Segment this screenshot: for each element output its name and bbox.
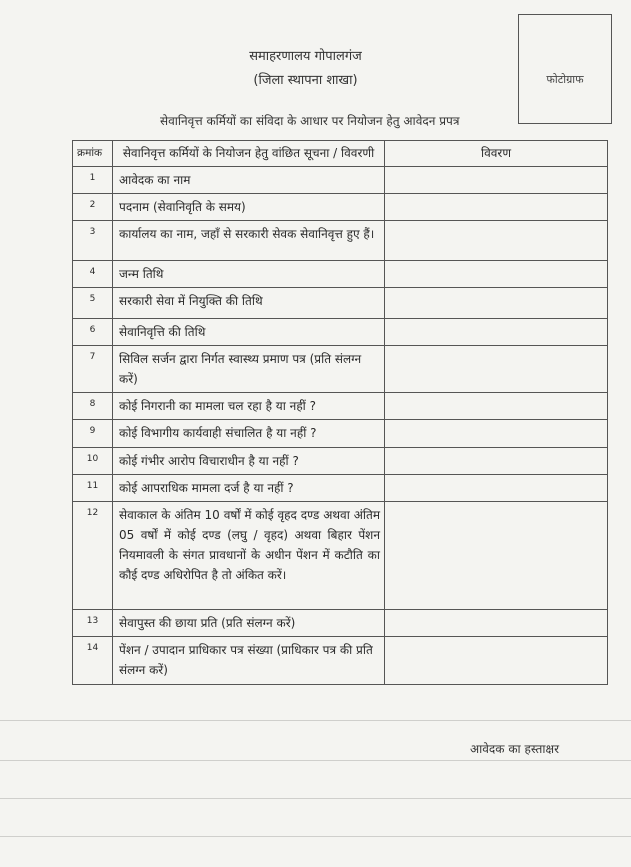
row-value-cell[interactable] (385, 610, 608, 637)
office-name: समाहरणालय गोपालगंज (249, 49, 362, 64)
row-label: पदनाम (सेवानिवृति के समय) (113, 194, 385, 221)
table-row (73, 288, 608, 319)
row-number: 9 (73, 420, 113, 448)
row-label: कोई विभागीय कार्यवाही संचालित है या नहीं ? (113, 420, 385, 448)
row-label: कार्यालय का नाम, जहाँ से सरकारी सेवक सेवानिवृत्त हुए हैं। (113, 221, 385, 261)
row-value-cell[interactable] (385, 221, 608, 261)
row-number: 14 (73, 637, 113, 685)
row-number: 11 (73, 475, 113, 502)
row-label: कोई आपराधिक मामला दर्ज है या नहीं ? (113, 475, 385, 502)
row-value-cell[interactable] (385, 288, 608, 319)
table-row (73, 194, 608, 221)
table-row (73, 448, 608, 475)
row-label: सेवानिवृत्ति की तिथि (113, 319, 385, 346)
row-number: 5 (73, 288, 113, 319)
row-number: 12 (73, 502, 113, 610)
header-serial: क्रमांक (73, 141, 113, 167)
photo-box (518, 14, 612, 124)
table-row (73, 167, 608, 194)
row-label: जन्म तिथि (113, 261, 385, 288)
row-value-cell[interactable] (385, 393, 608, 420)
row-number: 7 (73, 346, 113, 393)
row-label: आवेदक का नाम (113, 167, 385, 194)
header-information: सेवानिवृत्त कर्मियों के नियोजन हेतु वांछित सूचना / विवरणी (113, 141, 385, 167)
photo-label: फोटोग्राफ (546, 73, 584, 86)
table-row (73, 319, 608, 346)
form-title: सेवानिवृत्त कर्मियों का संविदा के आधार पर नियोजन हेतु आवेदन प्रपत्र (160, 114, 460, 128)
row-label: कोई निगरानी का मामला चल रहा है या नहीं ? (113, 393, 385, 420)
divider (0, 720, 631, 721)
table-row (73, 221, 608, 261)
table-row (73, 610, 608, 637)
row-value-cell[interactable] (385, 637, 608, 685)
row-value-cell[interactable] (385, 502, 608, 610)
row-number: 8 (73, 393, 113, 420)
table-row (73, 502, 608, 610)
row-number: 4 (73, 261, 113, 288)
applicant-signature-label: आवेदक का हस्ताक्षर (470, 742, 559, 756)
header-details: विवरण (385, 141, 608, 167)
row-number: 3 (73, 221, 113, 261)
row-number: 1 (73, 167, 113, 194)
row-label: कोई गंभीर आरोप विचाराधीन है या नहीं ? (113, 448, 385, 475)
table-row (73, 475, 608, 502)
row-label: सेवाकाल के अंतिम 10 वर्षों में कोई वृहद दण्ड अथवा अंतिम 05 वर्षों में कोई दण्ड (लघु / वृहद) अथवा बिहार पेंशन नियमावली के संगत प्रावधानों के अधीन पेंशन में कटौति का कौई दण्ड अधिरोपित है तो अंकित करें। (113, 502, 385, 610)
row-number: 6 (73, 319, 113, 346)
application-table (72, 140, 608, 685)
row-label: सरकारी सेवा में नियुक्ति की तिथि (113, 288, 385, 319)
table-row (73, 393, 608, 420)
table-row (73, 346, 608, 393)
row-label: सेवापुस्त की छाया प्रति (प्रति संलग्न करें) (113, 610, 385, 637)
row-number: 2 (73, 194, 113, 221)
row-number: 13 (73, 610, 113, 637)
row-value-cell[interactable] (385, 346, 608, 393)
table-header-row (73, 141, 608, 167)
row-value-cell[interactable] (385, 475, 608, 502)
row-value-cell[interactable] (385, 420, 608, 448)
divider (0, 760, 631, 761)
table-row (73, 420, 608, 448)
row-label: सिविल सर्जन द्वारा निर्गत स्वास्थ्य प्रमाण पत्र (प्रति संलग्न करें) (113, 346, 385, 393)
branch-name: (जिला स्थापना शाखा) (253, 73, 358, 88)
row-value-cell[interactable] (385, 167, 608, 194)
table-row (73, 637, 608, 685)
row-value-cell[interactable] (385, 194, 608, 221)
row-label: पेंशन / उपादान प्राधिकार पत्र संख्या (प्राधिकार पत्र की प्रति संलग्न करें) (113, 637, 385, 685)
row-number: 10 (73, 448, 113, 475)
row-value-cell[interactable] (385, 319, 608, 346)
table-row (73, 261, 608, 288)
divider (0, 798, 631, 799)
row-value-cell[interactable] (385, 261, 608, 288)
row-value-cell[interactable] (385, 448, 608, 475)
divider (0, 836, 631, 837)
